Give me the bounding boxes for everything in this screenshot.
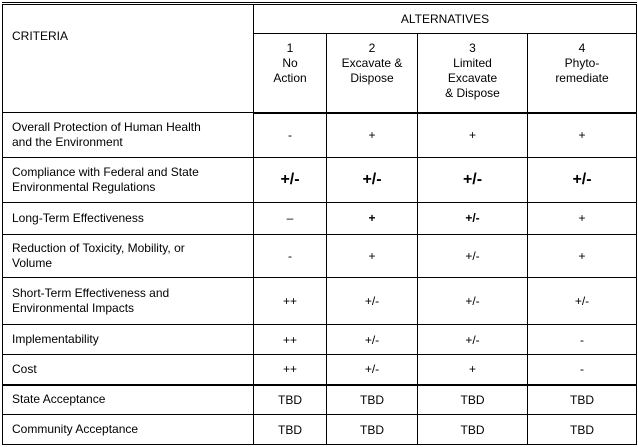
value-cell: + — [327, 234, 418, 277]
criteria-cell: Overall Protection of Human Health and the Environment — [3, 113, 254, 157]
criteria-cell: Cost — [3, 355, 254, 385]
value-cell: +/- — [327, 355, 418, 385]
table-row — [3, 355, 637, 385]
value-cell: + — [418, 355, 528, 385]
criteria-header: CRITERIA — [3, 4, 254, 113]
value-cell: TBD — [418, 415, 528, 445]
value-cell: + — [528, 113, 637, 157]
value-cell: TBD — [254, 415, 327, 445]
value-cell: ++ — [254, 278, 327, 325]
value-cell: +/- — [418, 234, 528, 277]
criteria-cell: Compliance with Federal and State Environmental Regulations — [3, 157, 254, 202]
criteria-cell: State Acceptance — [3, 385, 254, 415]
criteria-cell: Long-Term Effectiveness — [3, 202, 254, 234]
criteria-cell: Implementability — [3, 325, 254, 355]
value-cell: ++ — [254, 325, 327, 355]
value-cell: TBD — [327, 385, 418, 415]
alternative-1-header: 1 No Action — [254, 33, 327, 112]
value-cell: TBD — [254, 385, 327, 415]
value-cell: ++ — [254, 355, 327, 385]
value-cell: +/- — [327, 278, 418, 325]
value-cell: - — [254, 113, 327, 157]
table-row — [3, 113, 637, 157]
alternative-2-header: 2 Excavate & Dispose — [327, 33, 418, 112]
table-row — [3, 325, 637, 355]
value-cell: +/- — [528, 157, 637, 202]
value-cell: - — [528, 355, 637, 385]
value-cell: +/- — [528, 278, 637, 325]
value-cell: + — [327, 202, 418, 234]
value-cell: +/- — [254, 157, 327, 202]
table-row — [3, 385, 637, 415]
value-cell: TBD — [528, 385, 637, 415]
criteria-comparison-table — [2, 2, 637, 445]
value-cell: TBD — [418, 385, 528, 415]
table-row — [3, 278, 637, 325]
alternatives-header: ALTERNATIVES — [254, 4, 637, 34]
criteria-cell: Reduction of Toxicity, Mobility, or Volume — [3, 234, 254, 277]
alternative-4-header: 4 Phyto- remediate — [528, 33, 637, 112]
value-cell: +/- — [418, 157, 528, 202]
value-cell: +/- — [327, 157, 418, 202]
criteria-cell: Short-Term Effectiveness and Environmental Impacts — [3, 278, 254, 325]
table-row — [3, 234, 637, 277]
alternative-3-header: 3 Limited Excavate & Dispose — [418, 33, 528, 112]
value-cell: - — [254, 234, 327, 277]
value-cell: + — [528, 202, 637, 234]
value-cell: + — [418, 113, 528, 157]
value-cell: TBD — [327, 415, 418, 445]
criteria-cell: Community Acceptance — [3, 415, 254, 445]
value-cell: +/- — [418, 325, 528, 355]
value-cell: – — [254, 202, 327, 234]
table-row — [3, 415, 637, 445]
value-cell: +/- — [418, 202, 528, 234]
value-cell: - — [528, 325, 637, 355]
value-cell: TBD — [528, 415, 637, 445]
value-cell: + — [327, 113, 418, 157]
value-cell: + — [528, 234, 637, 277]
value-cell: +/- — [327, 325, 418, 355]
table-row — [3, 157, 637, 202]
table-row — [3, 202, 637, 234]
value-cell: +/- — [418, 278, 528, 325]
